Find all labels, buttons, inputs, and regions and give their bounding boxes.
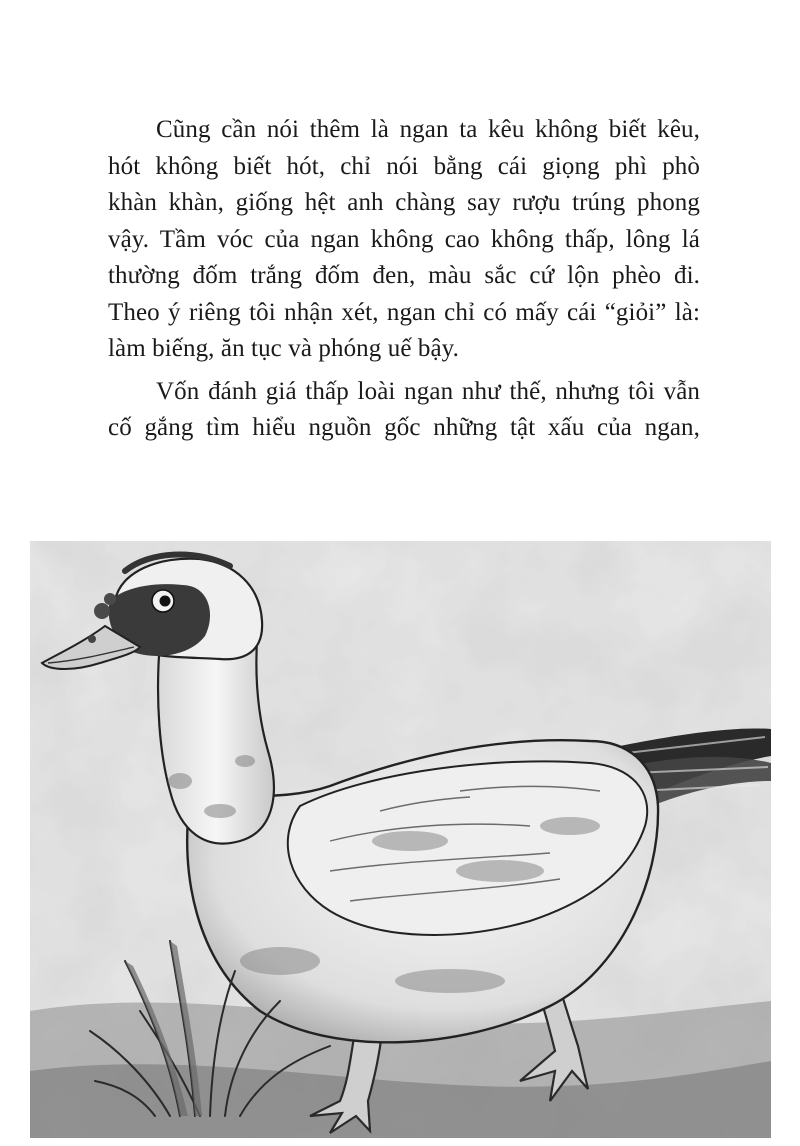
text-line: Cũng cần nói thêm là ngan ta kêu không biết kêu, xyxy=(156,116,700,143)
text-line: thường đốm trắng đốm đen, màu sắc cứ lộn phèo đi. xyxy=(108,262,700,289)
paragraph-2 xyxy=(108,374,700,447)
body-text xyxy=(108,112,700,447)
text-line: làm biếng, ăn tục và phóng uế bậy. xyxy=(108,335,459,362)
muscovy-duck-drawing xyxy=(30,541,771,1138)
text-line: vậy. Tầm vóc của ngan không cao không thấp, lông lá xyxy=(108,225,700,253)
duck-illustration xyxy=(30,541,771,1138)
text-line: hót không biết hót, chỉ nói bằng cái giọng phì phò xyxy=(108,152,700,180)
text-line: Vốn đánh giá thấp loài ngan như thế, nhưng tôi vẫn xyxy=(156,377,700,405)
paragraph-1 xyxy=(108,112,700,368)
text-line: khàn khàn, giống hệt anh chàng say rượu trúng phong xyxy=(108,189,700,216)
text-line: cố gắng tìm hiểu nguồn gốc những tật xấu của ngan, xyxy=(108,414,700,441)
text-line: Theo ý riêng tôi nhận xét, ngan chỉ có mấy cái “giỏi” là: xyxy=(108,298,700,326)
